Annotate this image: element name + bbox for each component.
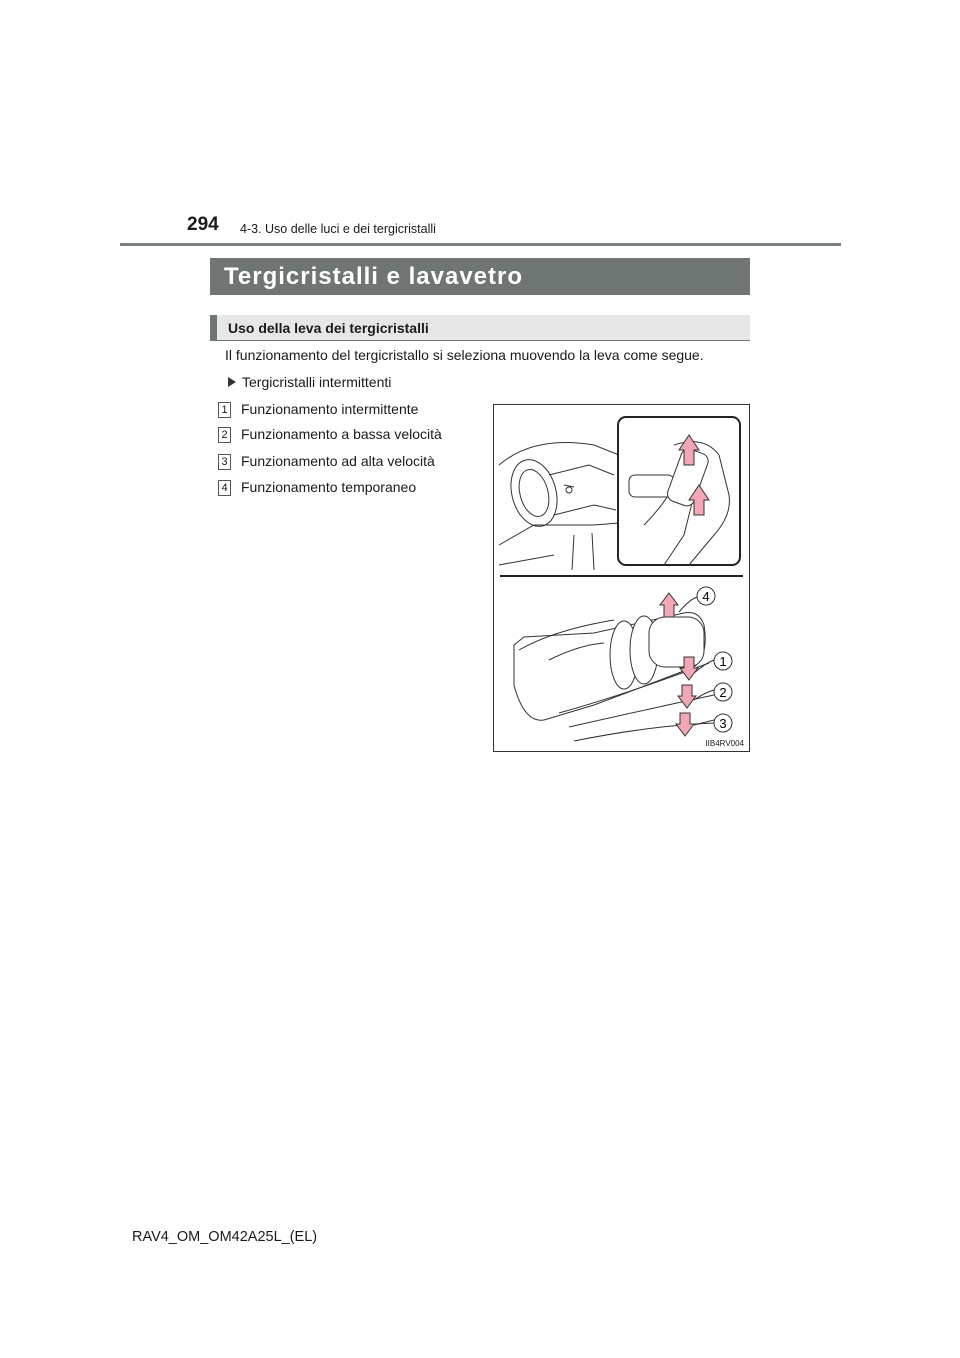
legend-label: Funzionamento temporaneo — [241, 479, 417, 495]
number-badge: 4 — [218, 480, 231, 496]
callout-label: 3 — [719, 716, 727, 731]
legend-label: Funzionamento intermittente — [241, 401, 419, 417]
callout-label: 1 — [719, 654, 727, 669]
triangle-bullet-icon — [228, 377, 236, 387]
header-rule — [120, 243, 841, 246]
callout-label: 4 — [702, 589, 710, 604]
legend-item — [218, 426, 442, 443]
legend-item — [218, 453, 435, 470]
legend-label: Funzionamento a bassa velocità — [241, 426, 442, 442]
figure-id: IIB4RV004 — [705, 739, 744, 748]
legend-label: Funzionamento ad alta velocità — [241, 453, 435, 469]
legend-item — [218, 401, 418, 418]
temporary-arrow-icon — [660, 593, 678, 617]
wiper-lever-figure — [493, 404, 750, 752]
page-number: 294 — [187, 214, 219, 235]
bullet-label: Tergicristalli intermittenti — [242, 374, 392, 390]
high-speed-arrow-icon — [676, 713, 694, 736]
number-badge: 2 — [218, 427, 231, 443]
breadcrumb: 4-3. Uso delle luci e dei tergicristalli — [240, 222, 436, 236]
number-badge: 3 — [218, 454, 231, 470]
callout-circles — [697, 587, 732, 732]
number-badge: 1 — [218, 402, 231, 418]
low-speed-arrow-icon — [678, 685, 696, 708]
intro-paragraph: Il funzionamento del tergicristallo si seleziona muovendo la leva come segue. — [225, 347, 704, 363]
footer-code: RAV4_OM_OM42A25L_(EL) — [132, 1229, 318, 1245]
dashboard-sketch — [499, 443, 619, 571]
subsection-underline — [210, 340, 750, 341]
subsection-title: Uso della leva dei tergicristalli — [210, 315, 750, 341]
legend-item — [218, 479, 416, 496]
wiper-lever-illustration — [494, 405, 749, 751]
callout-label: 2 — [719, 685, 727, 700]
bullet-item — [228, 374, 391, 390]
section-title: Tergicristalli e lavavetro — [210, 258, 750, 295]
zoom-inset — [618, 417, 740, 565]
